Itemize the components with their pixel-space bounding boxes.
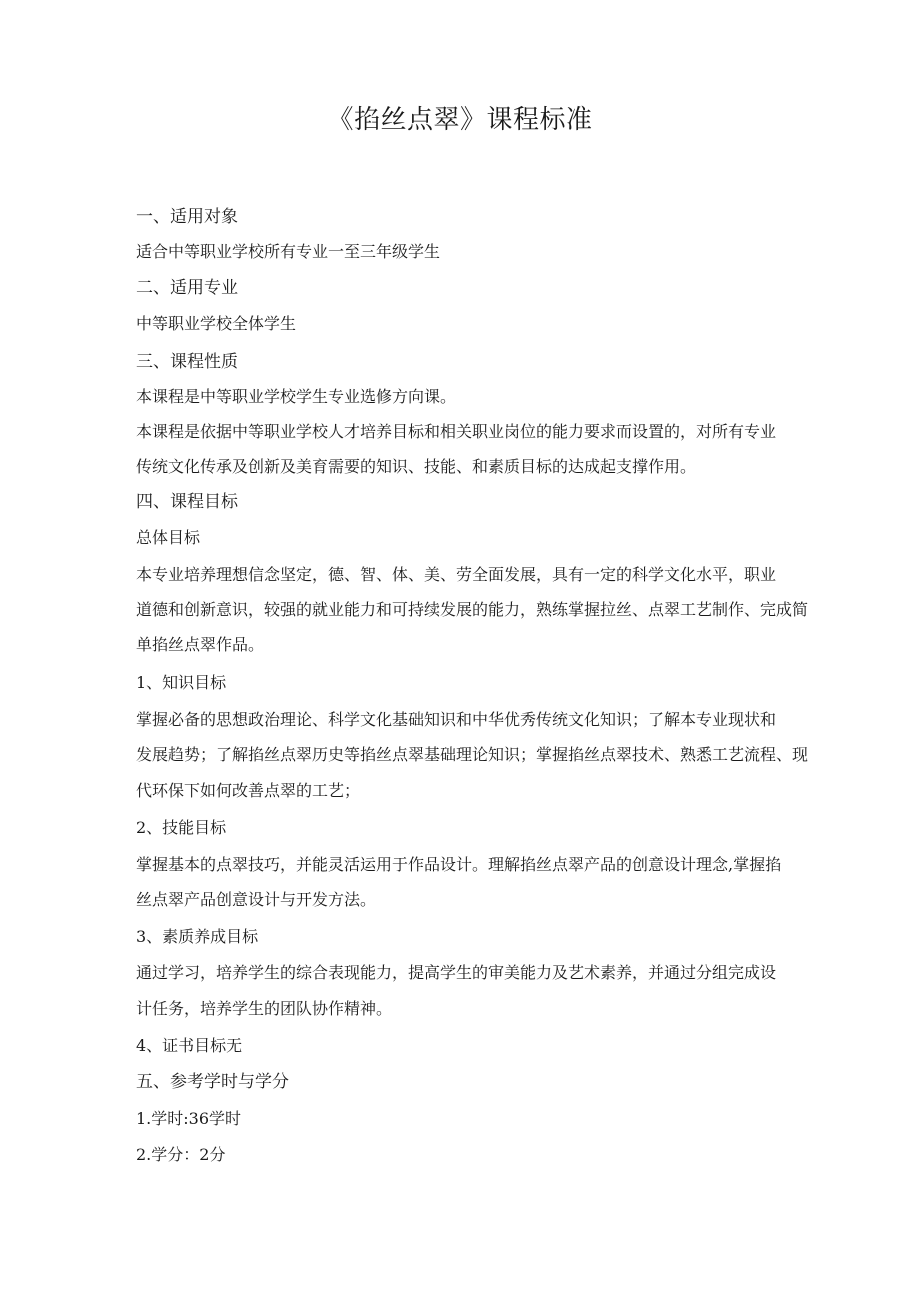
course-nature-paragraph-2-line-1: 本课程是依据中等职业学校人才培养目标和相关职业岗位的能力要求而设置的，对所有专业 — [136, 422, 777, 441]
section-heading-applicable-target: 一、适用对象 — [136, 207, 238, 227]
knowledge-goal-line-1: 掌握必备的思想政治理论、科学文化基础知识和中华优秀传统文化知识；了解本专业现状和 — [136, 710, 777, 729]
skill-goal-line-2: 丝点翠产品创意设计与开发方法。 — [136, 890, 377, 909]
overall-goal-line-2: 道德和创新意识，较强的就业能力和可持续发展的能力，熟练掌握拉丝、点翠工艺制作、完成简 — [136, 600, 809, 619]
section-heading-applicable-major: 二、适用专业 — [136, 278, 238, 298]
credits-line: 2.学分：2分 — [136, 1145, 226, 1164]
overall-goal-line-1: 本专业培养理想信念坚定，德、智、体、美、劳全面发展，具有一定的科学文化水平，职业 — [136, 565, 777, 584]
hours-line: 1.学时:36学时 — [136, 1109, 242, 1128]
section-heading-course-nature: 三、课程性质 — [136, 352, 238, 372]
quality-goal-heading: 3、素质养成目标 — [136, 927, 259, 946]
document-title: 《掐丝点翠》课程标准 — [327, 105, 593, 135]
knowledge-goal-heading: 1、知识目标 — [136, 673, 227, 692]
skill-goal-heading: 2、技能目标 — [136, 818, 227, 837]
overall-goal-line-3: 单掐丝点翠作品。 — [136, 635, 265, 654]
knowledge-goal-line-3: 代环保下如何改善点翠的工艺； — [136, 781, 361, 800]
overall-goal-heading: 总体目标 — [136, 528, 201, 547]
certificate-goal-heading: 4、证书目标无 — [136, 1036, 243, 1055]
knowledge-goal-line-2: 发展趋势；了解掐丝点翠历史等掐丝点翠基础理论知识；掌握掐丝点翠技术、熟悉工艺流程、现 — [136, 745, 809, 764]
course-nature-paragraph-1: 本课程是中等职业学校学生专业选修方向课。 — [136, 387, 457, 406]
section-body-applicable-target: 适合中等职业学校所有专业一至三年级学生 — [136, 242, 441, 261]
section-heading-hours-credits: 五、参考学时与学分 — [136, 1072, 289, 1092]
quality-goal-line-2: 计任务，培养学生的团队协作精神。 — [136, 999, 393, 1018]
course-nature-paragraph-2-line-2: 传统文化传承及创新及美育需要的知识、技能、和素质目标的达成起支撑作用。 — [136, 457, 697, 476]
quality-goal-line-1: 通过学习，培养学生的综合表现能力，提高学生的审美能力及艺术素养，并通过分组完成设 — [136, 963, 777, 982]
section-body-applicable-major: 中等职业学校全体学生 — [136, 314, 297, 333]
skill-goal-line-1: 掌握基本的点翠技巧，并能灵活运用于作品设计。理解掐丝点翠产品的创意设计理念,掌握掐 — [136, 855, 782, 874]
section-heading-course-goals: 四、课程目标 — [136, 492, 238, 512]
